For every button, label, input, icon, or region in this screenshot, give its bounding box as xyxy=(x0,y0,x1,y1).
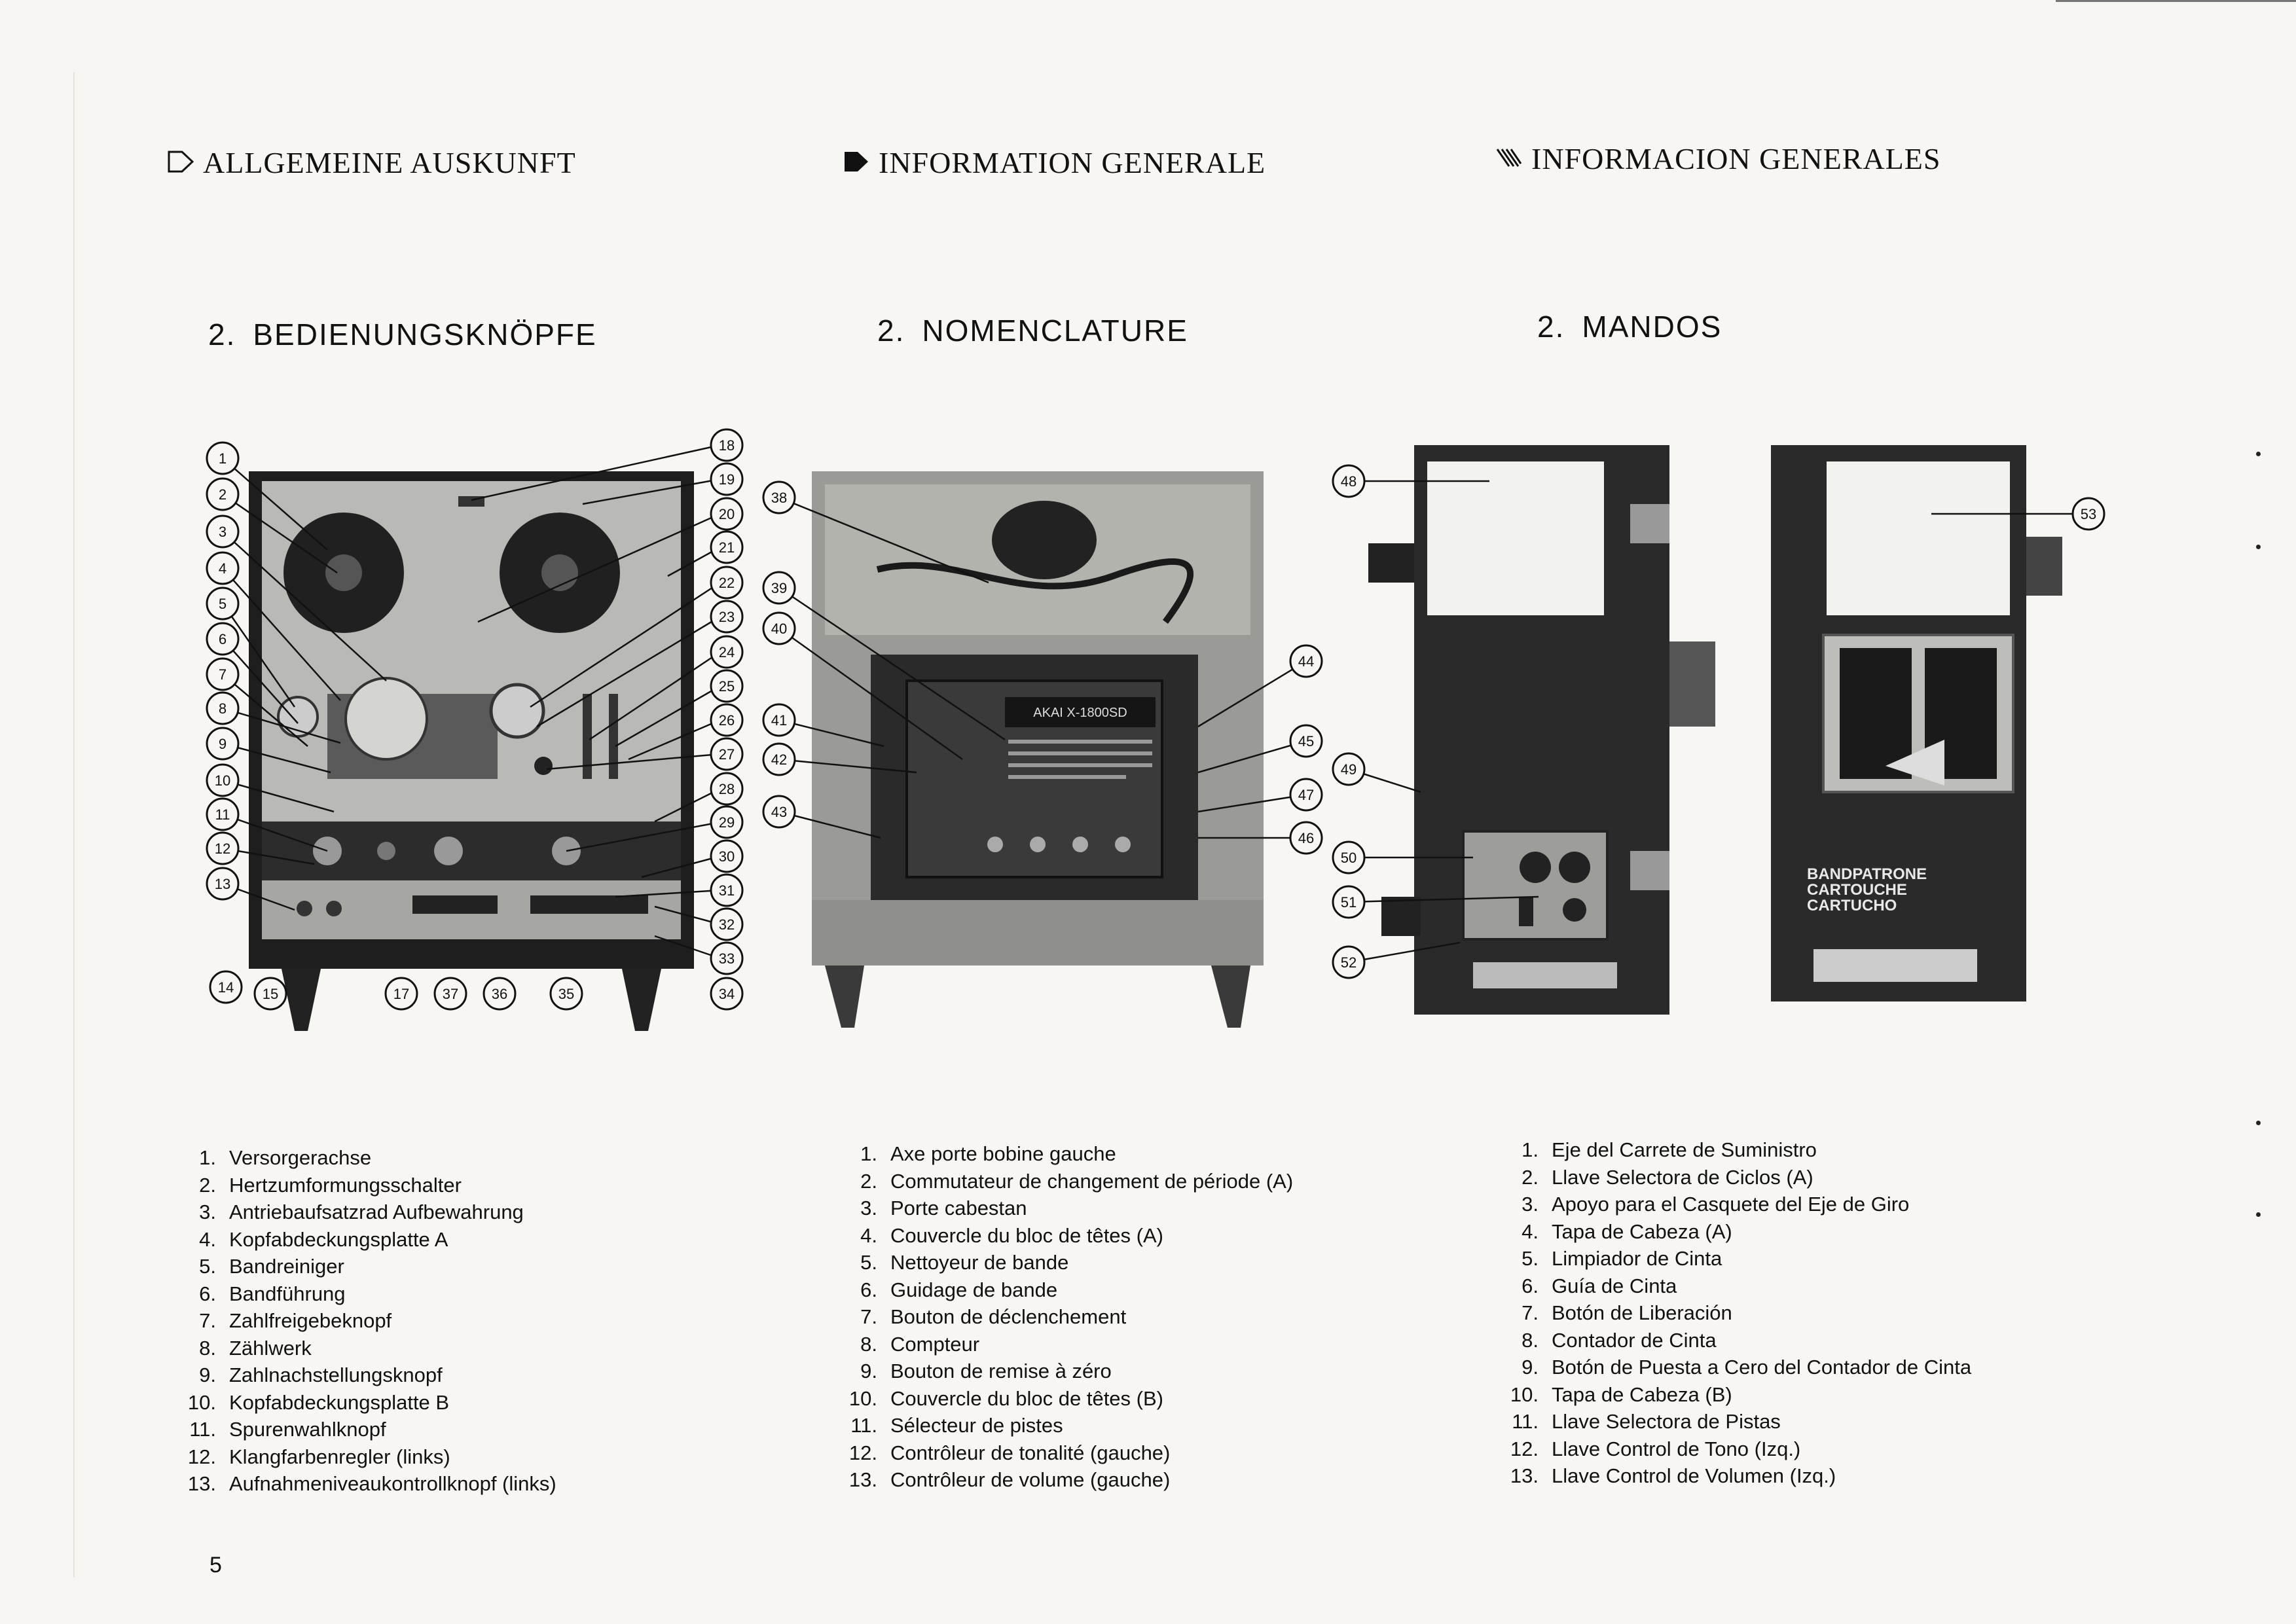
parts-list-de xyxy=(169,1144,556,1498)
callout-17: 17 xyxy=(393,986,410,1002)
list-item xyxy=(830,1385,1293,1413)
side-connector-plate xyxy=(1463,831,1607,939)
callout-4: 4 xyxy=(218,560,227,577)
heading-fr-text: INFORMATION GENERALE xyxy=(879,146,1266,179)
list-item-text: Porte cabestan xyxy=(890,1197,1027,1219)
section-title-fr xyxy=(877,313,1188,348)
list-item-number: 3. xyxy=(860,1197,877,1219)
list-item xyxy=(830,1439,1293,1467)
list-item-text: Compteur xyxy=(890,1332,980,1356)
list-item-text: Tapa de Cabeza (A) xyxy=(1552,1219,1732,1243)
list-item-number: 8. xyxy=(1522,1328,1539,1352)
list-item xyxy=(830,1222,1293,1250)
list-item xyxy=(830,1249,1293,1276)
list-item-number: 5. xyxy=(1522,1247,1539,1270)
list-item-number: 1. xyxy=(1522,1138,1539,1161)
list-item-text: Guidage de bande xyxy=(890,1278,1058,1301)
list-item xyxy=(1491,1408,1971,1435)
list-item-number: 3. xyxy=(1522,1193,1539,1216)
callout-5: 5 xyxy=(218,596,227,612)
callout-14: 14 xyxy=(217,979,234,996)
list-item xyxy=(169,1470,556,1498)
cartridge-label-line-3: CARTUCHO xyxy=(1807,897,1897,914)
list-item-text: Bouton de déclenchement xyxy=(890,1305,1127,1328)
heading-es xyxy=(1496,141,1941,176)
list-item-text: Kopfabdeckungsplatte B xyxy=(229,1390,450,1414)
callout-33: 33 xyxy=(718,950,735,967)
callout-31: 31 xyxy=(718,882,735,899)
list-item xyxy=(1491,1218,1971,1246)
callout-44: 44 xyxy=(1298,653,1315,670)
left-margin-line xyxy=(73,72,75,1578)
list-item-number: 13. xyxy=(1510,1464,1539,1487)
callout-36: 36 xyxy=(491,986,508,1002)
callout-30: 30 xyxy=(718,848,735,865)
list-item xyxy=(830,1466,1293,1494)
language-marker-de-icon xyxy=(168,149,194,180)
list-item xyxy=(1491,1381,1971,1409)
list-item-number: 8. xyxy=(199,1336,216,1360)
section-title-de xyxy=(208,317,597,352)
callout-22: 22 xyxy=(718,575,735,591)
list-item xyxy=(830,1195,1293,1222)
list-item xyxy=(1491,1435,1971,1463)
callout-23: 23 xyxy=(718,609,735,625)
list-item-text: Kopfabdeckungsplatte A xyxy=(229,1227,448,1251)
callout-50: 50 xyxy=(1340,850,1357,866)
list-item-text: Versorgerachse xyxy=(229,1146,372,1169)
list-item-text: Tapa de Cabeza (B) xyxy=(1552,1382,1732,1406)
callout-3: 3 xyxy=(218,524,227,540)
list-item-text: Antriebaufsatzrad Aufbewahrung xyxy=(229,1200,524,1223)
side-view-figure xyxy=(1322,439,1741,1028)
list-item xyxy=(169,1199,556,1226)
parts-list-fr xyxy=(830,1140,1293,1494)
list-item xyxy=(169,1389,556,1416)
side-label-panel xyxy=(1427,461,1604,615)
list-item-text: Botón de Liberación xyxy=(1552,1301,1732,1324)
language-marker-es-icon xyxy=(1496,145,1522,176)
callout-49: 49 xyxy=(1340,761,1357,778)
list-item-text: Spurenwahlknopf xyxy=(229,1418,386,1441)
list-item-number: 13. xyxy=(848,1468,877,1491)
callout-40: 40 xyxy=(771,621,788,637)
section-number-fr: 2. xyxy=(877,314,905,348)
list-item-number: 4. xyxy=(199,1227,216,1251)
list-item-text: Zahlfreigebeknopf xyxy=(229,1309,392,1332)
callout-7: 7 xyxy=(218,666,227,683)
list-item-text: Limpiador de Cinta xyxy=(1552,1247,1722,1270)
list-item xyxy=(1491,1245,1971,1272)
list-item xyxy=(830,1303,1293,1331)
heading-de xyxy=(168,145,576,180)
list-item-text: Couvercle du bloc de têtes (A) xyxy=(890,1223,1163,1247)
callout-27: 27 xyxy=(718,746,735,763)
list-item-text: Zählwerk xyxy=(229,1336,312,1360)
callout-12: 12 xyxy=(214,840,231,857)
list-item-text: Hertzumformungsschalter xyxy=(229,1173,462,1197)
rear-nameplate: AKAI X-1800SD xyxy=(1033,706,1127,720)
list-item-text: Bandreiniger xyxy=(229,1255,344,1278)
list-item xyxy=(1491,1191,1971,1218)
list-item xyxy=(1491,1462,1971,1490)
list-item-number: 1. xyxy=(860,1142,877,1165)
list-item-number: 9. xyxy=(1522,1356,1539,1379)
cartridge-label-panel xyxy=(1827,461,2010,615)
callout-8: 8 xyxy=(218,700,227,717)
section-number-es: 2. xyxy=(1537,310,1565,344)
list-item-number: 10. xyxy=(1510,1382,1539,1406)
list-item-text: Botón de Puesta a Cero del Contador de Cinta xyxy=(1552,1356,1972,1379)
section-title-de-text: BEDIENUNGSKNÖPFE xyxy=(253,317,597,352)
cartridge-view-figure xyxy=(1755,439,2121,1015)
list-item-number: 5. xyxy=(860,1251,877,1274)
list-item-text: Contador de Cinta xyxy=(1552,1328,1717,1352)
list-item-number: 10. xyxy=(187,1390,216,1414)
list-item-text: Bouton de remise à zéro xyxy=(890,1360,1112,1382)
list-item-number: 6. xyxy=(199,1282,216,1305)
callout-48: 48 xyxy=(1340,473,1357,490)
list-item xyxy=(169,1335,556,1362)
callout-32: 32 xyxy=(718,916,735,933)
list-item xyxy=(830,1168,1293,1195)
callout-37: 37 xyxy=(442,986,459,1002)
list-item-number: 7. xyxy=(860,1305,877,1328)
section-title-fr-text: NOMENCLATURE xyxy=(922,314,1188,348)
list-item-text: Llave Control de Tono (Izq.) xyxy=(1552,1437,1801,1460)
cartridge-label-line-2: CARTOUCHE xyxy=(1807,881,1907,899)
list-item-number: 3. xyxy=(199,1200,216,1223)
list-item-number: 5. xyxy=(199,1255,216,1278)
list-item-number: 10. xyxy=(848,1386,877,1410)
margin-dot xyxy=(2256,545,2261,549)
list-item-text: Klangfarbenregler (links) xyxy=(229,1445,450,1468)
list-item-number: 11. xyxy=(189,1418,216,1441)
heading-es-text: INFORMACION GENERALES xyxy=(1531,142,1941,175)
list-item-number: 1. xyxy=(199,1146,216,1169)
list-item xyxy=(1491,1327,1971,1354)
list-item-number: 9. xyxy=(199,1363,216,1386)
list-item xyxy=(169,1253,556,1280)
list-item-text: Contrôleur de tonalité (gauche) xyxy=(890,1441,1171,1464)
list-item-number: 13. xyxy=(187,1472,216,1495)
reel-silhouette xyxy=(992,501,1097,579)
callout-53: 53 xyxy=(2080,506,2097,522)
callout-11: 11 xyxy=(215,806,230,823)
callout-41: 41 xyxy=(771,712,788,729)
list-item-number: 7. xyxy=(199,1309,216,1332)
list-item-number: 6. xyxy=(1522,1274,1539,1297)
list-item xyxy=(169,1280,556,1308)
list-item-number: 8. xyxy=(860,1332,877,1356)
list-item-text: Sélecteur de pistes xyxy=(890,1414,1063,1437)
callout-21: 21 xyxy=(718,539,735,556)
callout-51: 51 xyxy=(1340,894,1357,911)
list-item-text: Bandführung xyxy=(229,1282,346,1305)
language-marker-fr-icon xyxy=(843,149,869,180)
list-item xyxy=(830,1358,1293,1385)
list-item-number: 6. xyxy=(860,1278,877,1301)
rear-panel-figure xyxy=(746,471,1336,1034)
list-item-number: 12. xyxy=(848,1441,877,1464)
callout-10: 10 xyxy=(214,772,231,789)
list-item xyxy=(830,1331,1293,1358)
capstan-flywheel xyxy=(346,678,427,759)
list-item-text: Apoyo para el Casquete del Eje de Giro xyxy=(1552,1193,1910,1216)
callout-24: 24 xyxy=(718,644,735,660)
list-item-text: Zahlnachstellungsknopf xyxy=(229,1363,443,1386)
list-item xyxy=(169,1307,556,1335)
callout-38: 38 xyxy=(771,490,788,506)
margin-dot xyxy=(2256,1212,2261,1217)
callout-25: 25 xyxy=(718,678,735,695)
section-title-es-text: MANDOS xyxy=(1582,310,1722,344)
heading-fr xyxy=(843,145,1266,180)
margin-dot xyxy=(2256,452,2261,456)
parts-list-es xyxy=(1491,1136,1971,1490)
list-item xyxy=(169,1443,556,1471)
front-right-callouts xyxy=(711,429,742,1009)
callout-13: 13 xyxy=(214,876,231,892)
list-item-number: 2. xyxy=(860,1169,877,1193)
section-number-de: 2. xyxy=(208,317,236,352)
list-item-text: Llave Selectora de Pistas xyxy=(1552,1410,1781,1433)
callout-43: 43 xyxy=(771,804,788,820)
callout-9: 9 xyxy=(218,736,227,752)
callout-45: 45 xyxy=(1298,733,1315,749)
list-item-text: Aufnahmeniveaukontrollknopf (links) xyxy=(229,1472,556,1495)
list-item-text: Llave Control de Volumen (Izq.) xyxy=(1552,1464,1836,1487)
list-item-text: Contrôleur de volume (gauche) xyxy=(890,1468,1171,1491)
tension-arm xyxy=(491,685,543,737)
list-item xyxy=(1491,1272,1971,1300)
front-panel-figure xyxy=(196,419,759,1034)
list-item xyxy=(1491,1354,1971,1381)
list-item xyxy=(169,1172,556,1199)
callout-52: 52 xyxy=(1340,954,1357,971)
callout-20: 20 xyxy=(718,506,735,522)
list-item-number: 4. xyxy=(860,1223,877,1247)
list-item-number: 9. xyxy=(860,1360,877,1382)
list-item-text: Axe porte bobine gauche xyxy=(890,1142,1116,1165)
list-item xyxy=(1491,1164,1971,1191)
callout-28: 28 xyxy=(718,781,735,797)
callout-19: 19 xyxy=(718,471,735,488)
callout-47: 47 xyxy=(1298,787,1315,803)
list-item xyxy=(169,1416,556,1443)
callout-42: 42 xyxy=(771,751,788,768)
list-item-number: 7. xyxy=(1522,1301,1539,1324)
callout-34: 34 xyxy=(718,986,735,1002)
callout-6: 6 xyxy=(218,631,227,647)
callout-29: 29 xyxy=(718,814,735,831)
callout-15: 15 xyxy=(262,986,279,1002)
callout-2: 2 xyxy=(218,486,227,503)
callout-18: 18 xyxy=(718,437,735,454)
top-edge-line xyxy=(2056,0,2296,2)
list-item-number: 11. xyxy=(1512,1410,1539,1433)
callout-1: 1 xyxy=(218,450,227,467)
list-item xyxy=(830,1276,1293,1304)
list-item-number: 2. xyxy=(1522,1165,1539,1189)
page-number: 5 xyxy=(210,1553,222,1578)
list-item-number: 4. xyxy=(1522,1219,1539,1243)
list-item-text: Couvercle du bloc de têtes (B) xyxy=(890,1386,1163,1410)
list-item-text: Nettoyeur de bande xyxy=(890,1251,1069,1274)
section-title-es xyxy=(1537,309,1722,344)
callout-35: 35 xyxy=(558,986,575,1002)
list-item-number: 12. xyxy=(187,1445,216,1468)
list-item xyxy=(830,1140,1293,1168)
list-item-text: Llave Selectora de Ciclos (A) xyxy=(1552,1165,1813,1189)
list-item xyxy=(169,1226,556,1254)
list-item xyxy=(169,1144,556,1172)
callout-39: 39 xyxy=(771,580,788,596)
list-item xyxy=(1491,1136,1971,1164)
list-item-number: 11. xyxy=(850,1414,877,1437)
callout-46: 46 xyxy=(1298,830,1315,846)
cartridge-label-line-1: BANDPATRONE xyxy=(1807,865,1927,883)
heading-de-text: ALLGEMEINE AUSKUNFT xyxy=(203,146,576,179)
list-item xyxy=(830,1412,1293,1439)
list-item-number: 2. xyxy=(199,1173,216,1197)
list-item-text: Eje del Carrete de Suministro xyxy=(1552,1138,1817,1161)
list-item-text: Guía de Cinta xyxy=(1552,1274,1677,1297)
list-item xyxy=(1491,1299,1971,1327)
callout-26: 26 xyxy=(718,712,735,729)
list-item-text: Commutateur de changement de période (A) xyxy=(890,1169,1294,1193)
list-item xyxy=(169,1362,556,1389)
list-item-number: 12. xyxy=(1510,1437,1539,1460)
margin-dot xyxy=(2256,1121,2261,1125)
